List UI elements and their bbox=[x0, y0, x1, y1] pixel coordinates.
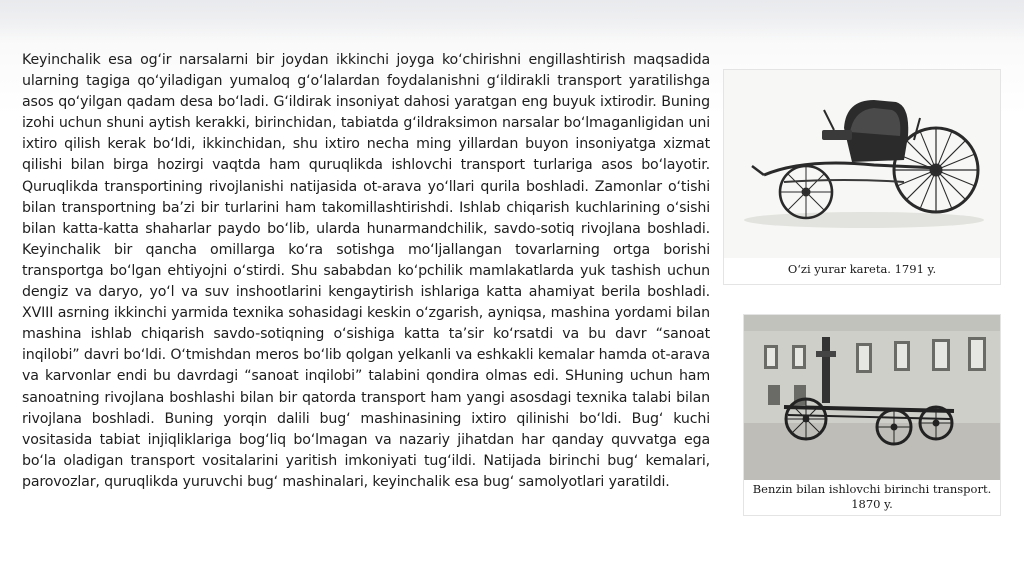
figure-carriage bbox=[724, 70, 1000, 284]
figure-petrol-vehicle bbox=[744, 315, 1000, 515]
carriage-illustration bbox=[724, 70, 1000, 258]
petrol-vehicle-photo bbox=[744, 315, 1000, 480]
header-band bbox=[0, 0, 1024, 40]
figure-caption-carriage: O‘zi yurar kareta. 1791 y. bbox=[787, 262, 937, 276]
figure-caption-line2: 1870 y. bbox=[851, 497, 893, 511]
figure-caption-petrol-vehicle bbox=[744, 482, 1000, 512]
main-paragraph: Keyinchalik esa og‘ir narsalarni bir joydan ikkinchi joyga ko‘chirishni engillashtirish maqsadida ularning tagiga qo‘yiladigan yumaloq g‘o‘lalardan foydalanishni g‘ildirakli transport yaratilishga asos qo‘yilgan qadam desa bo‘ladi. G‘ildirak insoniyat dahosi yaratgan eng buyuk ixtirodir. Buning izohi uchun shuni aytish kerakki, birinchidan, tabiatda g‘ildraksimon narsalar bo‘lmaganligidan uni ixtiro qilish kerak bo‘ldi, ikkinchidan, shu ixtiro necha ming yillardan buyon insoniyatga xizmat qilishi bilan birga hozirgi vaqtda ham quruqlikda ishlovchi transport turlariga asos bo‘layotir. Quruqlikda transportining rivojlanishi natijasida ot-arava yo‘llari qurila boshladi. Zamonlar o‘tishi bilan transportning ba’zi bir turlarini ham takomillashtirishdi. Ishlab chiqarish kuchlarining o‘sishi bilan katta-katta shaharlar paydo bo‘lib, ularda hunarmandchilik, savdo-sotiq rivojlana boshladi. Keyinchalik bir qancha omillarga ko‘ra sotishga mo‘ljallangan tovarlarning ortga borishi transportga bo‘lgan ehtiyojni o‘stirdi. Shu sababdan ko‘pchilik mamlakatlarda yuk tashish uchun dengiz va daryo, yo‘l va suv inshootlarini kengaytirish ishlariga katta ahamiyat berila boshladi. XVIII asrning ikkinchi yarmida texnika sohasidagi keskin o‘zgarish, ayniqsa, mashina yordami bilan mashina ishlab chiqarish savdo-sotiqning o‘sishiga katta ta’sir ko‘rsatdi va bu davr “sanoat inqilobi” davri bo‘ldi. O‘tmishdan meros bo‘lib qolgan yelkanli va eshkakli kemalar hamda ot-arava va karvonlar endi bu davrdagi “sanoat inqilobi” talabini qondira olmas edi. SHuning uchun ham sanoatning rivojlana boshlashi bilan bir qatorda transport ham yangi asosdagi texnika talabi bilan rivojlana boshladi. Buning yorqin dalili bug‘ mashinasining ixtiro qilinishi bo‘ldi. Bug‘ kuchi vositasida tabiat injiqliklariga bog‘liq bo‘lmagan va nazariy jihatdan har qanday quvvatga ega bo‘la oladigan transport vositalarini yaritish imkoniyati tug‘ildi. Natijada birinchi bug‘ kemalari, parovozlar, quruqlikda yuruvchi bug‘ mashinalari, keyinchalik esa bug‘ samolyotlari yaratildi. bbox=[22, 52, 710, 490]
figure-caption-line1: Benzin bilan ishlovchi birinchi transport. bbox=[752, 482, 992, 496]
